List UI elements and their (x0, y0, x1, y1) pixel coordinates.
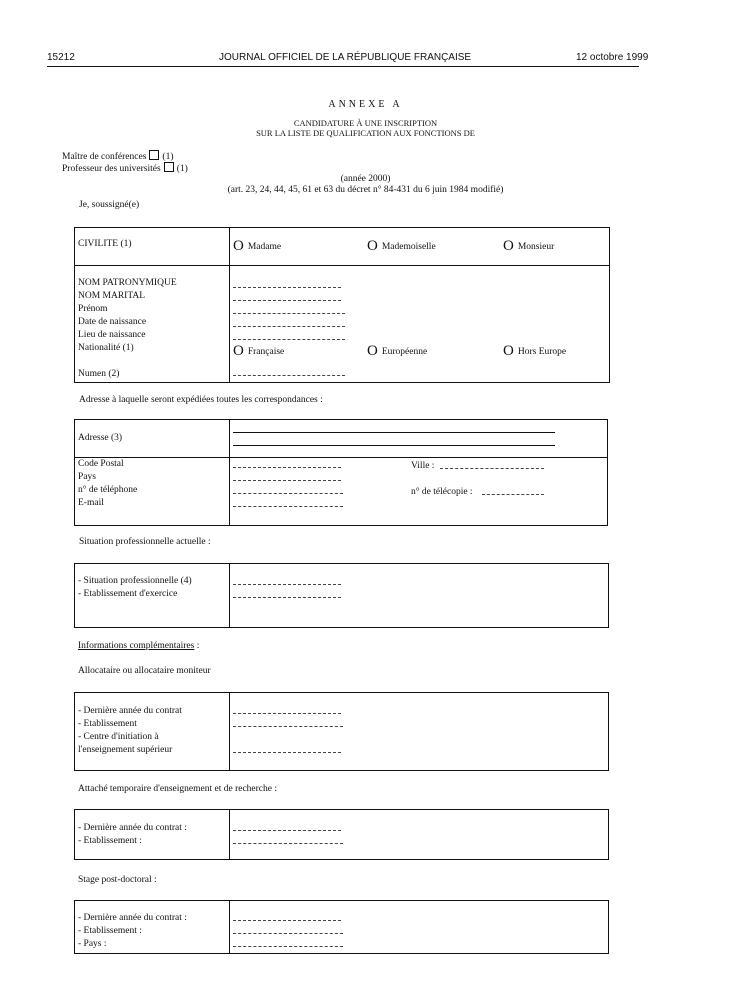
journal-title: JOURNAL OFFICIEL DE LA RÉPUBLIQUE FRANÇAISE (219, 52, 472, 63)
address-divider (229, 419, 230, 525)
postdoc-annee-input[interactable] (233, 920, 341, 921)
postdoc-etablissement-input[interactable] (233, 933, 343, 934)
articles: (art. 23, 24, 44, 45, 61 et 63 du décret n° 84-431 du 6 juin 1984 modifié) (227, 185, 504, 195)
field-numen: Numen (2) (78, 369, 120, 379)
ater-divider (229, 809, 230, 859)
ville-label: Ville : (411, 461, 435, 471)
ater-etablissement-input[interactable] (233, 843, 343, 844)
postdoc-title: Stage post-doctoral : (78, 875, 157, 885)
allocataire-field-annee: - Dernière année du contrat (78, 706, 182, 716)
situation-divider (229, 563, 230, 627)
prenom-input[interactable] (233, 313, 345, 314)
field-nom-marital: NOM MARITAL (78, 291, 146, 301)
nationalite-francaise[interactable]: O Française (233, 343, 285, 359)
publication-date: 12 octobre 1999 (576, 52, 649, 63)
field-nationalite: Nationalité (1) (78, 343, 134, 353)
allocataire-centre-input[interactable] (233, 752, 341, 753)
civilite-label: CIVILITE (1) (78, 239, 132, 249)
telecopie-label: n° de télécopie : (411, 487, 473, 497)
field-email: E-mail (78, 498, 104, 508)
field-lieu-naissance: Lieu de naissance (78, 330, 146, 340)
field-nom-patronymique: NOM PATRONYMIQUE (78, 278, 177, 288)
etablissement-exercice-input[interactable] (233, 597, 341, 598)
postdoc-pays-input[interactable] (233, 946, 343, 947)
europeenne-radio-icon: O (367, 343, 378, 359)
email-input[interactable] (233, 506, 343, 507)
pays-input[interactable] (233, 480, 341, 481)
allocataire-title: Allocataire ou allocataire moniteur (78, 666, 211, 676)
civilite-monsieur[interactable]: O Monsieur (503, 238, 555, 254)
nationalite-europeenne[interactable]: O Européenne (367, 343, 428, 359)
year: (année 2000) (340, 174, 391, 184)
allocataire-etablissement-input[interactable] (233, 726, 343, 727)
page-number: 15212 (47, 52, 75, 63)
info-heading-text: Informations complémentaires (78, 641, 195, 651)
address-line-2[interactable] (233, 445, 555, 446)
postdoc-field-pays: - Pays : (78, 939, 107, 949)
professeur-note: (1) (176, 164, 188, 174)
nom-marital-input[interactable] (233, 300, 341, 301)
position-professeur (62, 162, 188, 174)
identity-divider (229, 227, 230, 382)
telecopie-input[interactable] (482, 494, 544, 495)
civilite-mademoiselle[interactable]: O Mademoiselle (367, 238, 436, 254)
title-line-2: SUR LA LISTE DE QUALIFICATION AUX FONCTIONS DE (256, 128, 475, 138)
field-pays: Pays (78, 472, 96, 482)
allocataire-field-enseignement: l'enseignement supérieur (78, 745, 173, 755)
position-maitre-label: Maître de conférences (62, 152, 147, 162)
info-heading (78, 641, 199, 651)
maitre-note: (1) (162, 152, 174, 162)
ater-field-annee: - Dernière année du contrat : (78, 823, 187, 833)
address-label: Adresse (3) (78, 433, 123, 443)
hors-europe-radio-icon: O (503, 343, 514, 359)
code-postal-input[interactable] (233, 467, 341, 468)
address-separator (74, 457, 607, 458)
civilite-separator (74, 265, 609, 266)
field-date-naissance: Date de naissance (78, 317, 147, 327)
mademoiselle-radio-icon: O (367, 238, 378, 254)
allocataire-annee-input[interactable] (233, 713, 341, 714)
nom-patronymique-input[interactable] (233, 287, 341, 288)
allocataire-field-etablissement: - Etablissement (78, 719, 137, 729)
address-box (74, 419, 608, 526)
field-code-postal: Code Postal (78, 459, 124, 469)
ville-input[interactable] (440, 468, 544, 469)
situation-input[interactable] (233, 584, 341, 585)
address-intro: Adresse à laquelle seront expédiées toutes les correspondances : (79, 395, 323, 405)
ater-annee-input[interactable] (233, 830, 341, 831)
annex-title: ANNEXE A (328, 99, 403, 110)
francaise-radio-icon: O (233, 343, 244, 359)
madame-radio-icon: O (233, 238, 244, 254)
numen-input[interactable] (233, 375, 345, 376)
field-telephone: n° de téléphone (78, 485, 138, 495)
title-line-1: CANDIDATURE À UNE INSCRIPTION (293, 118, 438, 128)
soussigne: Je, soussigné(e) (79, 200, 140, 210)
position-maitre (62, 150, 173, 162)
telephone-input[interactable] (233, 493, 343, 494)
date-naissance-input[interactable] (233, 326, 345, 327)
monsieur-radio-icon: O (503, 238, 514, 254)
nationalite-hors-europe[interactable]: O Hors Europe (503, 343, 567, 359)
field-prenom: Prénom (78, 304, 108, 314)
info-heading-colon: : (196, 641, 200, 651)
allocataire-divider (229, 692, 230, 770)
allocataire-field-centre: - Centre d'initiation à (78, 732, 159, 742)
postdoc-divider (229, 900, 230, 953)
ater-title: Attaché temporaire d'enseignement et de recherche : (78, 784, 277, 794)
civilite-madame[interactable]: O Madame (233, 238, 282, 254)
postdoc-field-annee: - Dernière année du contrat : (78, 913, 187, 923)
ater-field-etablissement: - Etablissement : (78, 836, 142, 846)
position-professeur-label: Professeur des universités (62, 164, 161, 174)
maitre-checkbox[interactable] (149, 150, 159, 160)
professeur-checkbox[interactable] (164, 162, 174, 172)
field-etablissement-exercice: - Etablissement d'exercice (78, 589, 178, 599)
address-line-1[interactable] (233, 432, 555, 433)
situation-intro: Situation professionnelle actuelle : (79, 537, 211, 547)
lieu-naissance-input[interactable] (233, 339, 345, 340)
header-rule (47, 66, 639, 67)
postdoc-field-etablissement: - Etablissement : (78, 926, 142, 936)
field-situation: - Situation professionnelle (4) (78, 576, 192, 586)
